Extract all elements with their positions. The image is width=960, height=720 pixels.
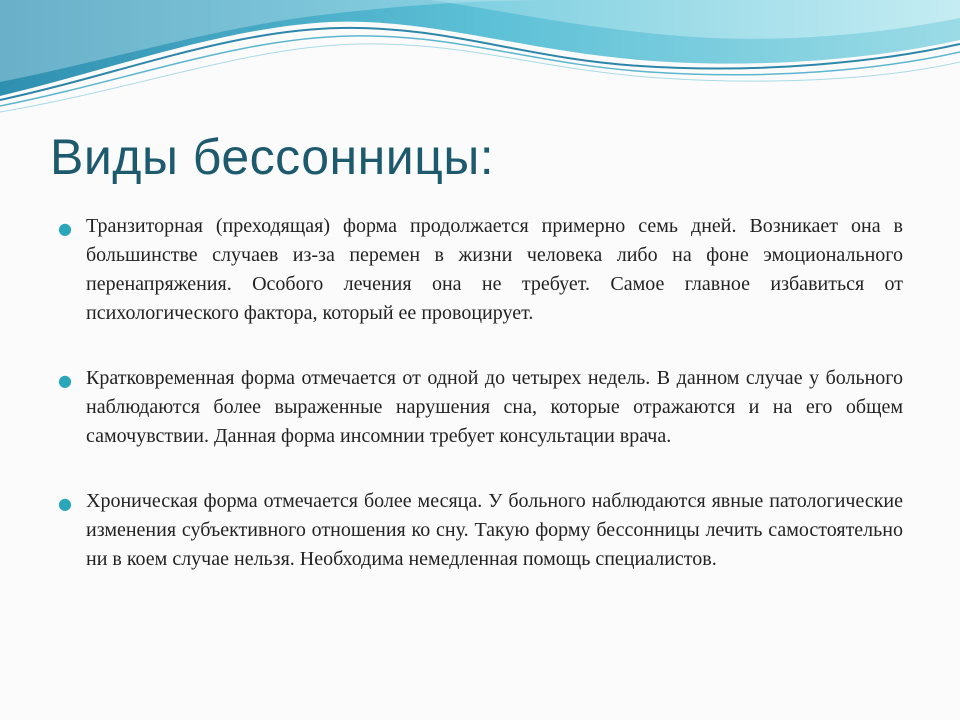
page-title: Виды бессонницы: (50, 129, 495, 185)
list-item (58, 487, 903, 574)
bullet-list (58, 212, 903, 574)
bullet-text: Хроническая форма отмечается более месяца. У больного наблюдаются явные патологические изменения субъективного отношения ко сну. Такую форму бессонницы лечить самостоятельно ни в коем случае нельзя. Необходима немедленная помощь специалистов. (86, 490, 903, 570)
bullet-dot-icon: ● (58, 494, 72, 513)
bullet-dot-icon: ● (58, 219, 72, 238)
list-item (58, 364, 903, 451)
bullet-text: Транзиторная (преходящая) форма продолжается примерно семь дней. Возникает она в большинстве случаев из-за перемен в жизни человека либо на фоне эмоционального перенапряжения. Особого лечения она не требует. Самое главное избавиться от психологического фактора, который ее провоцирует. (86, 215, 903, 324)
bullet-dot-icon: ● (58, 371, 72, 390)
bullet-text: Кратковременная форма отмечается от одной до четырех недель. В данном случае у больного наблюдаются более выраженные нарушения сна, которые отражаются и на его общем самочувствии. Данная форма инсомнии требует консультации врача. (86, 367, 903, 447)
header-wave-decoration (0, 0, 960, 120)
list-item (58, 212, 903, 328)
